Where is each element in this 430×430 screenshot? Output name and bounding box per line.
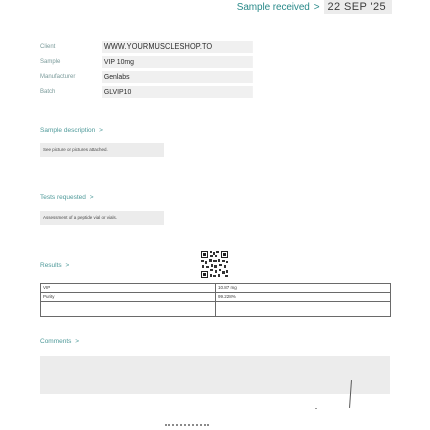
sample-received-date: 22 SEP '25 [324,0,393,14]
result-name [41,302,216,317]
sample-description-heading: Sample description [40,127,96,134]
batch-label: Batch [40,89,56,95]
info-row-client [40,41,266,53]
results-title [40,262,69,269]
sample-received [237,0,392,14]
manufacturer-value: Genlabs [102,71,253,83]
info-row-manufacturer [40,71,266,83]
tests-requested-title [40,194,94,201]
comments-box [40,356,390,394]
sample-description-box: See picture or pictures attached. [40,143,164,157]
tests-requested-box: Assessment of a peptide vial or vials. [40,211,164,225]
client-value: WWW.YOURMUSCLESHOP.TO [102,41,253,53]
chevron-right-icon: > [75,338,80,345]
info-row-sample [40,56,266,68]
batch-value: GLVIP10 [102,86,253,98]
table-row [41,293,391,302]
result-value [216,302,391,317]
qr-code-icon [201,251,228,278]
chevron-right-icon: > [65,262,70,269]
chevron-right-icon: > [99,127,103,134]
result-value: 99.228% [216,293,391,302]
results-table [40,283,391,317]
chevron-right-icon: > [313,1,320,13]
chevron-right-icon: > [89,194,94,201]
sample-received-label: Sample received [236,1,310,13]
table-row [41,284,391,293]
table-row [41,302,391,317]
divider [315,408,317,409]
info-row-batch [40,86,266,98]
result-value: 10.87 mg [216,284,391,293]
manufacturer-label: Manufacturer [40,74,76,80]
client-label: Client [40,44,56,50]
sample-value: VIP 10mg [102,56,253,68]
divider [165,424,209,426]
result-name: VIP [41,284,216,293]
tests-requested-heading: Tests requested [40,194,86,201]
sample-description-title [40,127,103,134]
comments-heading: Comments [40,338,72,345]
sample-label: Sample [40,59,61,65]
results-heading: Results [40,262,62,269]
sample-info [40,41,266,101]
comments-title [40,338,79,345]
result-name: Purity [41,293,216,302]
